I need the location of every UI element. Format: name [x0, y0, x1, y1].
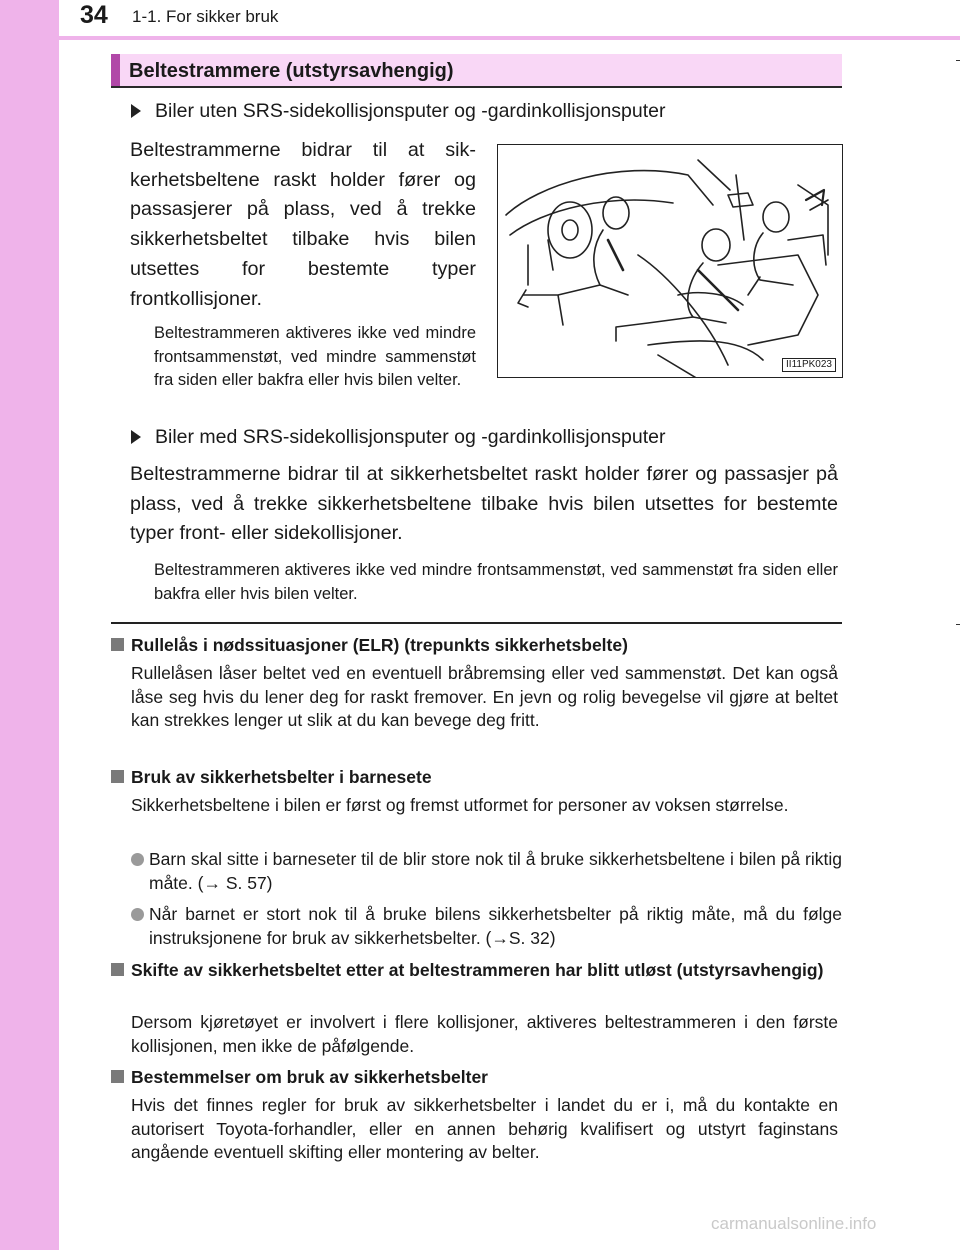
section-header [111, 54, 842, 88]
block-heading-text: Skifte av sikkerhetsbeltet etter at beltestrammeren har blitt utløst (utstyrsavhengig) [131, 960, 824, 980]
block-heading-text: Bruk av sikkerhetsbelter i barnesete [131, 767, 432, 787]
block-heading-elr [111, 633, 842, 657]
square-bullet-icon [111, 638, 124, 651]
round-bullet-icon [131, 908, 144, 921]
square-bullet-icon [111, 770, 124, 783]
block-body: Hvis det finnes regler for bruk av sikkerhetsbelter i landet du er i, må du kontakte en autorisert Toyota-forhandler, eller en annen behørig kvalifisert og utstyrt faginstans angående eventuell skifting eller montering av belter. [131, 1095, 838, 1163]
figure-code-label: II11PK023 [782, 358, 836, 372]
paragraph: Beltestrammerne bidrar til at sikkerhetsbeltene raskt holder fører og passasjerer på plass, ved å trekke sikkerhetsbeltet tilbake hvis bilen utsettes for bestemte typer frontkollisjoner. [130, 139, 476, 310]
margin-tick [956, 624, 960, 625]
list-item-text: Barn skal sitte i barneseter til de blir store nok til å bruke sikkerhetsbeltene i bilen på riktig måte. (→ S. 57) [149, 849, 842, 893]
section-divider [111, 622, 842, 624]
block-body: Sikkerhetsbeltene i bilen er først og fremst utformet for personer av voksen størrelse. [131, 795, 789, 815]
block-heading-child-seat [111, 765, 842, 789]
block-body: Dersom kjøretøyet er involvert i flere kollisjoner, aktiveres beltestrammeren i den første kollisjonen, men ikke de påfølgende. [131, 1012, 838, 1056]
subsection-heading-with-srs [131, 425, 666, 449]
block-heading-replace-belt [111, 958, 842, 982]
car-interior-drawing [498, 145, 843, 378]
triangle-bullet-icon [131, 430, 141, 444]
margin-tick [956, 60, 960, 61]
illustration-car-interior [497, 144, 843, 378]
list-item-text: Når barnet er stort nok til å bruke bilens sikkerhetsbelter på riktig måte, må du følge instruksjonene for bruk av sikkerhetsbelter. (→S. 32) [149, 904, 842, 948]
page-number: 34 [80, 1, 108, 29]
block-heading-text: Bestemmelser om bruk av sikkerhetsbelter [131, 1067, 488, 1087]
watermark: carmanualsonline.info [711, 1214, 877, 1233]
running-head: 1-1. For sikker bruk [132, 7, 279, 26]
square-bullet-icon [111, 963, 124, 976]
round-bullet-icon [131, 853, 144, 866]
block-heading-text: Rullelås i nødssituasjoner (ELR) (trepunkts sikkerhetsbelte) [131, 635, 628, 655]
triangle-bullet-icon [131, 104, 141, 118]
section-title: Beltestrammere (utstyrsavhengig) [129, 60, 454, 82]
subsection-heading-text: Biler med SRS-sidekollisjonsputer og -gardinkollisjonsputer [155, 426, 666, 448]
list-item [131, 903, 842, 950]
note: Beltestrammeren aktiveres ikke ved mindre frontsammenstøt, ved sammenstøt fra siden eller bakfra eller hvis bilen velter. [154, 561, 838, 603]
section-header-bar [111, 54, 120, 86]
paragraph: Beltestrammerne bidrar til at sikkerhetsbeltet raskt holder fører og passasjer på plass, ved å trekke sikkerhetsbeltene tilbake hvis bilen utsettes for bestemte typer front- eller sidekollisjoner. [130, 463, 838, 545]
note: Beltestrammeren aktiveres ikke ved mindre frontsammenstøt, ved mindre sammenstøt fra siden eller bakfra eller hvis bilen velter. [154, 324, 476, 389]
page-sidebar [0, 0, 59, 1250]
list-item [131, 848, 842, 895]
square-bullet-icon [111, 1070, 124, 1083]
block-body: Rullelåsen låser beltet ved en eventuell bråbremsing eller ved sammenstøt. Det kan også låse seg hvis du lener deg for raskt fremover. En jevn og rolig bevegelse vil gjøre at beltet kan strekkes lenger ut slik at du kan bevege deg fritt. [131, 663, 838, 731]
block-heading-regulations [111, 1065, 842, 1089]
header-rule [0, 36, 960, 40]
subsection-heading-without-srs [131, 99, 666, 123]
subsection-heading-text: Biler uten SRS-sidekollisjonsputer og -gardinkollisjonsputer [155, 100, 666, 122]
